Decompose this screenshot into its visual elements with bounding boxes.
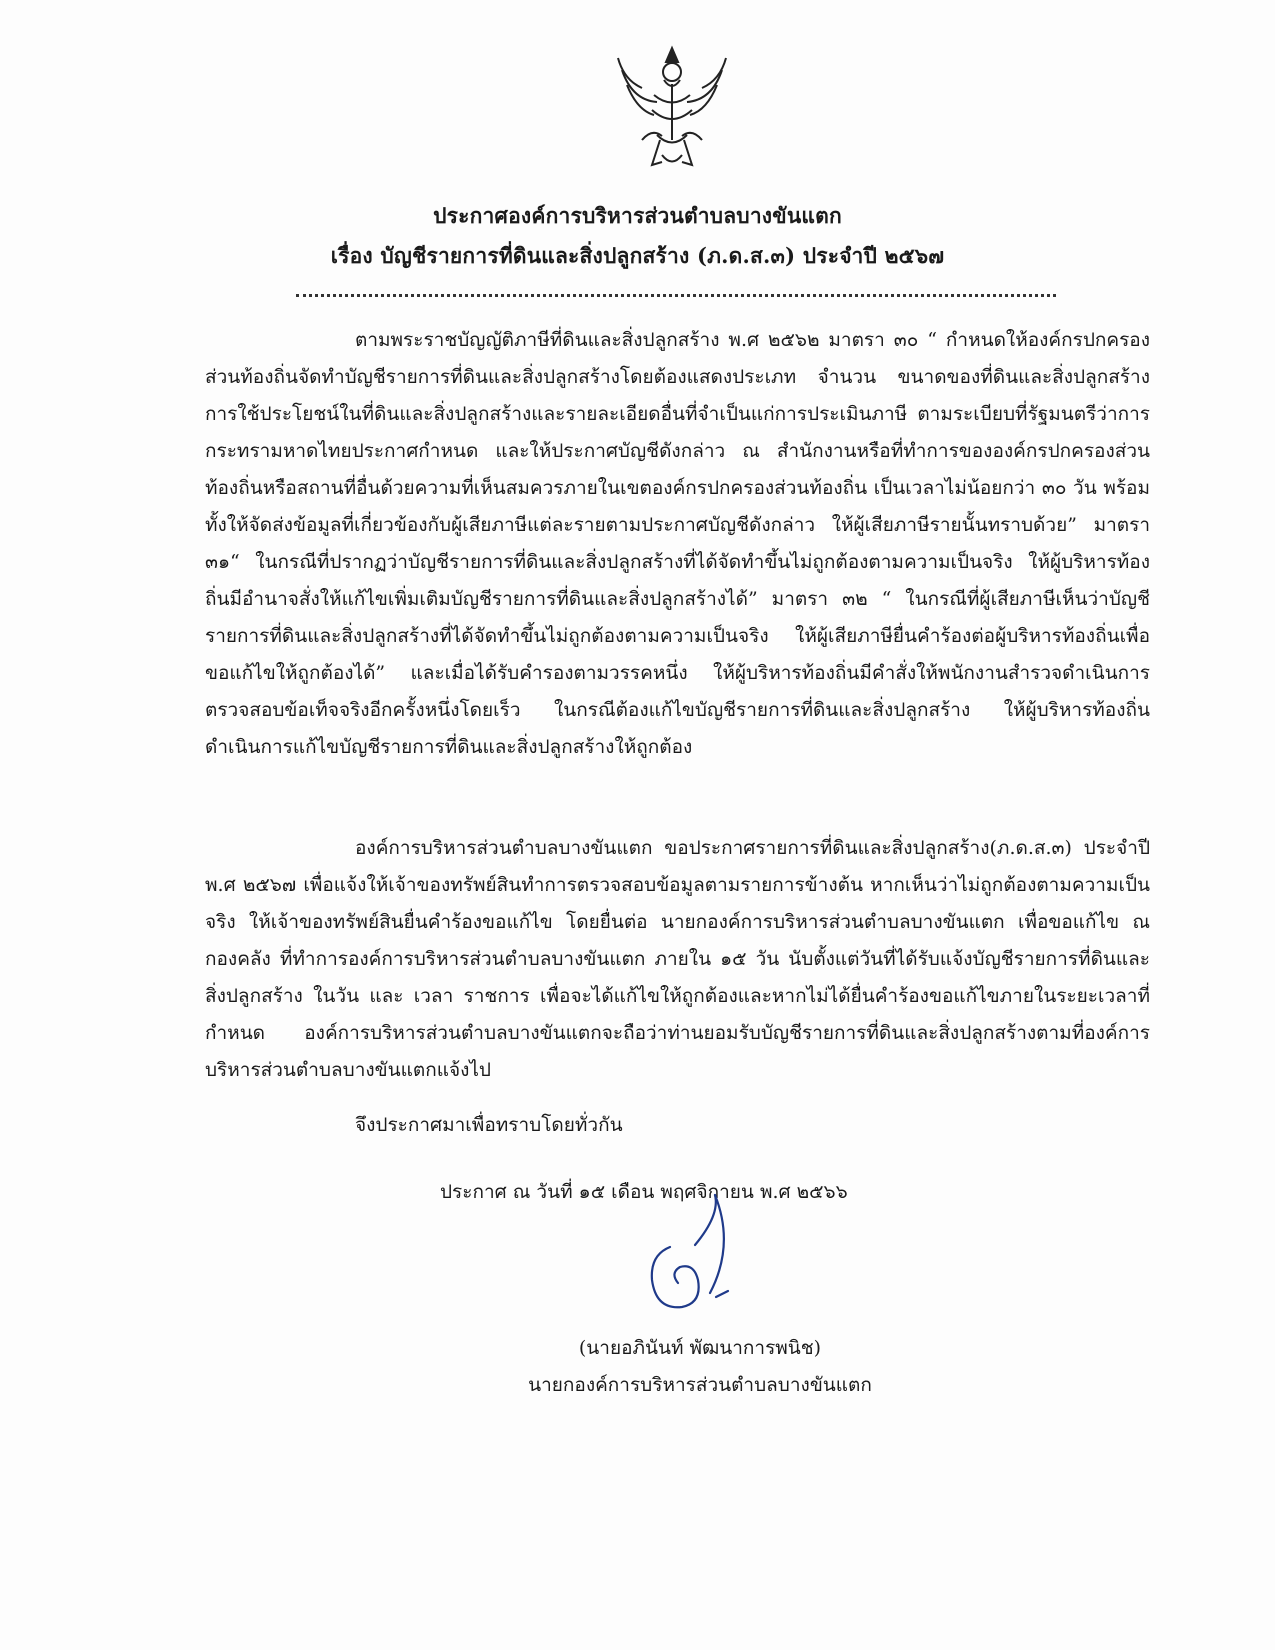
title-divider: [296, 294, 1056, 297]
handwritten-signature: [640, 1185, 790, 1325]
signer-position: นายกองค์การบริหารส่วนตำบลบางขันแตก: [528, 1374, 872, 1396]
closing-statement: จึงประกาศมาเพื่อทราบโดยทั่วกัน: [355, 1114, 623, 1136]
announcement-title: ประกาศองค์การบริหารส่วนตำบลบางขันแตก: [433, 203, 842, 228]
announcement-date: ประกาศ ณ วันที่ ๑๕ เดือน พฤศจิกายน พ.ศ ๒๕๖๖: [440, 1181, 848, 1203]
announcement-subject: เรื่อง บัญชีรายการที่ดินและสิ่งปลูกสร้าง (ภ.ด.ส.๓) ประจำปี ๒๕๖๗: [330, 243, 945, 268]
body-paragraph-2: องค์การบริหารส่วนตำบลบางขันแตก ขอประกาศรายการที่ดินและสิ่งปลูกสร้าง(ภ.ด.ส.๓) ประจำปี พ.ศ ๒๕๖๗ เพื่อแจ้งให้เจ้าของทรัพย์สินทำการตรวจสอบข้อมูลตามรายการข้างต้น หากเห็นว่าไม่ถูกต้องตามความเป็นจริง ให้เจ้าของทรัพย์สินยื่นคำร้องขอแก้ไข โดยยื่นต่อ นายกองค์การบริหารส่วนตำบลบางขันแตก เพื่อขอแก้ไข ณ กองคลัง ที่ทำการองค์การบริหารส่วนตำบลบางขันแตก ภายใน ๑๕ วัน นับตั้งแต่วันที่ได้รับแจ้งบัญชีรายการที่ดินและสิ่งปลูกสร้าง ในวัน และ เวลา ราชการ เพื่อจะได้แก้ไขให้ถูกต้องและหากไม่ได้ยื่นคำร้องขอแก้ไขภายในระยะเวลาที่กำหนด องค์การบริหารส่วนตำบลบางขันแตกจะถือว่าท่านยอมรับบัญชีรายการที่ดินและสิ่งปลูกสร้างตามที่องค์การบริหารส่วนตำบลบางขันแตกแจ้งไป: [205, 837, 1150, 1081]
garuda-emblem-icon: [612, 40, 732, 180]
body-paragraph-1: ตามพระราชบัญญัติภาษีที่ดินและสิ่งปลูกสร้าง พ.ศ ๒๕๖๒ มาตรา ๓๐ “ กำหนดให้องค์กรปกครองส่วนท้องถิ่นจัดทำบัญชีรายการที่ดินและสิ่งปลูกสร้างโดยต้องแสดงประเภท จำนวน ขนาดของที่ดินและสิ่งปลูกสร้าง การใช้ประโยชน์ในที่ดินและสิ่งปลูกสร้างและรายละเอียดอื่นที่จำเป็นแก่การประเมินภาษี ตามระเบียบที่รัฐมนตรีว่าการกระทรามหาดไทยประกาศกำหนด และให้ประกาศบัญชีดังกล่าว ณ สำนักงานหรือที่ทำการขององค์กรปกครองส่วนท้องถิ่นหรือสถานที่อื่นด้วยความที่เห็นสมควรภายในเขตองค์กรปกครองส่วนท้องถิ่น เป็นเวลาไม่น้อยกว่า ๓๐ วัน พร้อมทั้งให้จัดส่งข้อมูลที่เกี่ยวข้องกับผู้เสียภาษีแต่ละรายตามประกาศบัญชีดังกล่าว ให้ผู้เสียภาษีรายนั้นทราบด้วย” มาตรา ๓๑“ ในกรณีที่ปรากฏว่าบัญชีรายการที่ดินและสิ่งปลูกสร้างที่ได้จัดทำขึ้นไม่ถูกต้องตามความเป็นจริง ให้ผู้บริหารท้องถิ่นมีอำนาจสั่งให้แก้ไขเพิ่มเติมบัญชีรายการที่ดินและสิ่งปลูกสร้างได้” มาตรา ๓๒ “ ในกรณีที่ผู้เสียภาษีเห็นว่าบัญชีรายการที่ดินและสิ่งปลูกสร้างที่ได้จัดทำขึ้นไม่ถูกต้องตามความเป็นจริง ให้ผู้เสียภาษียื่นคำร้องต่อผู้บริหารท้องถิ่นเพื่อขอแก้ไขให้ถูกต้องได้” และเมื่อได้รับคำรองตามวรรคหนึ่ง ให้ผู้บริหารท้องถิ่นมีคำสั่งให้พนักงานสำรวจดำเนินการตรวจสอบข้อเท็จจริงอีกครั้งหนึ่งโดยเร็ว ในกรณีต้องแก้ไขบัญชีรายการที่ดินและสิ่งปลูกสร้าง ให้ผู้บริหารท้องถิ่นดำเนินการแก้ไขบัญชีรายการที่ดินและสิ่งปลูกสร้างให้ถูกต้อง: [205, 329, 1150, 758]
signer-name: (นายอภินันท์ พัฒนาการพนิช): [578, 1337, 822, 1359]
